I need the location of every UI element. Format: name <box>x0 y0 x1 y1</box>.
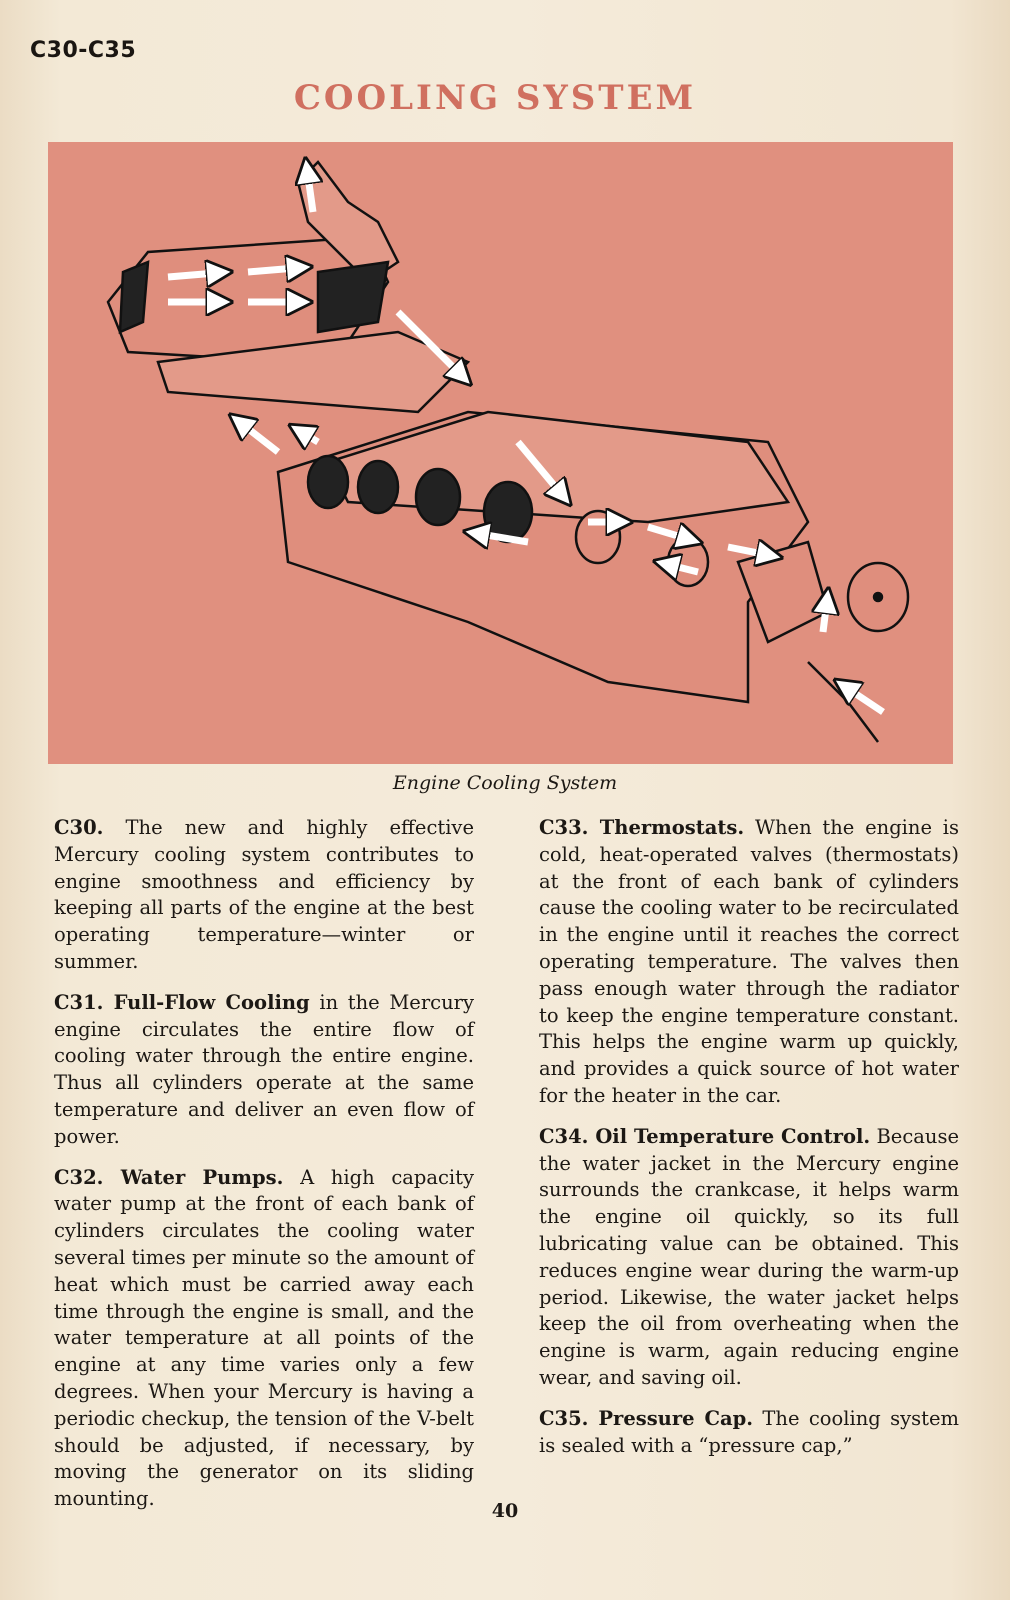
page-number: 40 <box>491 1500 519 1522</box>
paragraph-c35 <box>539 1406 959 1460</box>
paragraph-heading: C32. Water Pumps. <box>54 1165 284 1189</box>
paragraph-heading: C34. Oil Temperature Control. <box>539 1124 871 1148</box>
engine-cooling-illustration <box>48 142 953 764</box>
paragraph-body: When the engine is cold, heat-operated valves (thermostats) at the front of each bank of cylinders cause the cooling water to be recirculated in the engine until it reaches the correct operating temperature. The valves then pass enough water through the radiator to keep the engine temperature constant. This helps the engine warm up quickly, and provides a quick source of hot water for the heater in the car. <box>539 816 960 1107</box>
paragraph-heading: C33. Thermostats. <box>539 816 745 839</box>
figure-caption: Engine Cooling System <box>392 772 618 794</box>
engine-drawing <box>48 142 953 764</box>
paragraph-c30 <box>54 815 474 976</box>
paragraph-c32 <box>54 1165 474 1513</box>
paragraph-heading: C30. <box>54 816 104 839</box>
text-column-right <box>539 815 959 1473</box>
section-code: C30-C35 <box>30 38 137 63</box>
paragraph-body: A high capacity water pump at the front of each bank of cylinders circulates the cooling water several times per minute so the amount of heat which must be carried away each time through the engine is small, and the water temperature at all points of the engine at any time varies only a few degrees. When your Mercury is having a periodic checkup, the tension of the V-belt should be adjusted, if necessary, by moving the generator on its sliding mounting. <box>54 1165 474 1511</box>
engine-block <box>278 412 908 742</box>
paragraph-body: The new and highly effective Mercury cooling system contributes to engine smoothness and efficiency by keeping all parts of the engine at the best operating temperature—winter or summer. <box>54 816 474 973</box>
paragraph-heading: C31. Full-Flow Cooling <box>54 990 310 1014</box>
page-title: COOLING SYSTEM <box>293 78 697 118</box>
text-column-left <box>54 815 474 1527</box>
paragraph-c33 <box>539 815 959 1110</box>
cylinder-head <box>108 162 468 412</box>
paragraph-body: in the Mercury engine circulates the entire flow of cooling water through the entire engine. Thus all cylinders operate at the same temperature and deliver an even flow of power. <box>54 990 474 1148</box>
paragraph-c34 <box>539 1124 959 1392</box>
paragraph-c31 <box>54 990 474 1151</box>
paragraph-body: Because the water jacket in the Mercury engine surrounds the crankcase, it helps warm the engine oil quickly, so its full lubricating value can be obtained. This reduces engine wear during the warm-up period. Likewise, the water jacket helps keep the oil from overheating when the engine is warm, again reducing engine wear, and saving oil. <box>539 1124 959 1389</box>
paragraph-heading: C35. Pressure Cap. <box>539 1406 754 1430</box>
paragraph-body: The cooling system is sealed with a “pressure cap,” <box>539 1406 959 1457</box>
